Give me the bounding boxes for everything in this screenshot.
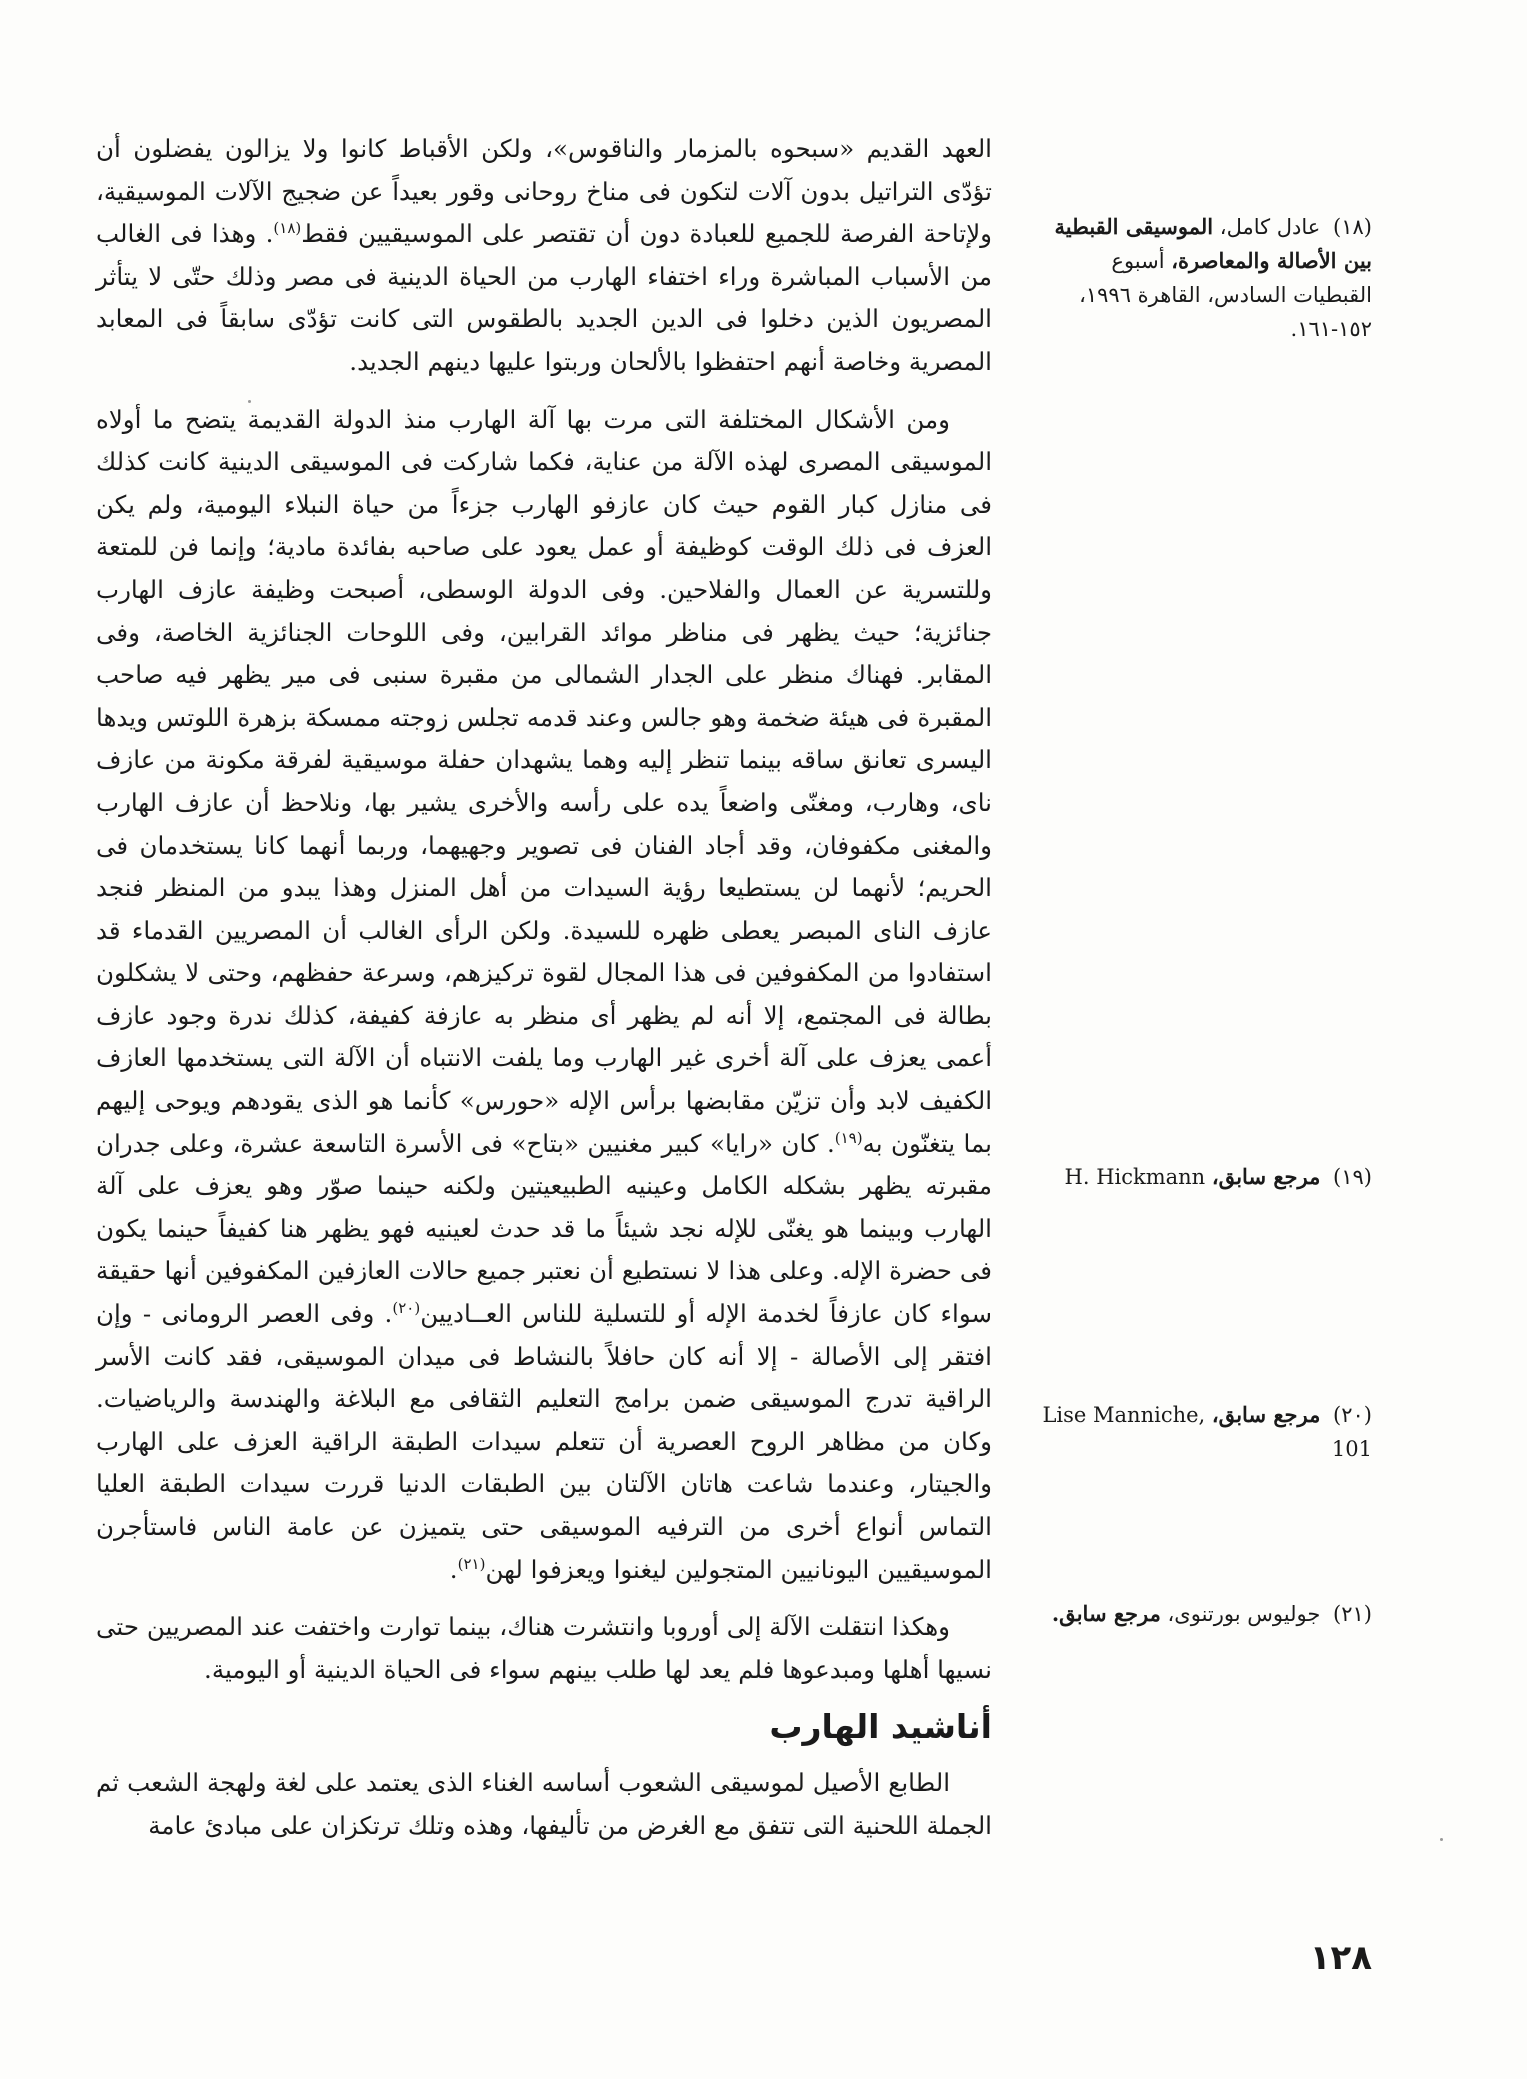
footnote-18: (١٨) عادل كامل، الموسيقى القبطية بين الأصالة والمعاصرة، أسبوع القبطيات السادس، القاهرة ١٩٩٦، ١٥٢-١٦١. xyxy=(1054,214,1372,341)
footnote-20: (٢٠) مرجع سابق، Lise Manniche, 101 xyxy=(1042,1402,1372,1461)
paragraph-2: ومن الأشكال المختلفة التى مرت بها آلة الهارب منذ الدولة القديمة يتضح ما أولاه الموسيقى المصرى لهذه الآلة من عناية، فكما شاركت فى الموسيقى الدينية كانت كذلك فى منازل كبار القوم حيث كان عازفو الهارب جزءاً من حياة النبلاء اليومية، ولم يكن العزف فى ذلك الوقت كوظيفة أو عمل يعود على صاحبه بفائدة مادية؛ وإنما فن للمتعة وللتسرية عن العمال والفلاحين. وفى الدولة الوسطى، أصبحت وظيفة عازف الهارب جنائزية؛ حيث يظهر فى مناظر موائد القرابين، وفى اللوحات الجنائزية الخاصة، وفى المقابر. فهناك منظر على الجدار الشمالى من مقبرة سنبى فى مير يظهر فيه صاحب المقبرة فى هيئة ضخمة وهو جالس وعند قدمه تجلس زوجته ممسكة بزهرة اللوتس ويدها اليسرى تعانق ساقه بينما تنظر إليه وهما يشهدان حفلة موسيقية لفرقة مكونة من عازف ناى، وهارب، ومغنّى واضعاً يده على رأسه والأخرى يشير بها، ونلاحظ أن عازف الهارب والمغنى مكفوفان، وقد أجاد الفنان فى تصوير وجهيهما، وربما أنهما كانا يستخدمان فى الحريم؛ لأنهما لن يستطيعا رؤية السيدات من أهل المنزل وهذا يبدو من المنظر فنجد عازف الناى المبصر يعطى ظهره للسيدة. ولكن الرأى الغالب أن المصريين القدماء قد استفادوا من المكفوفين فى هذا المجال لقوة تركيزهم، وسرعة حفظهم، وحتى لا يشكلون بطالة فى المجتمع، إلا أنه لم يظهر أى منظر به عازفة كفيفة، كذلك ندرة وجود عازف أعمى يعزف على آلة أخرى غير الهارب وما يلفت الانتباه أن الآلة التى يستخدمها العازف الكفيف لابد وأن تزيّن مقابضها برأس الإله «حورس» كأنما هو الذى يقودهم ويوحى إليهم بما يتغنّون به$^{(١٩)}$. كان «رايا» كبير مغنيين «بتاح» فى الأسرة التاسعة عشرة، وعلى جدران مقبرته يظهر بشكله الكامل وعينيه الطبيعيتين ولكنه حينما صوّر وهو يعزف على آلة الهارب وبينما هو يغنّى للإله نجد شيئاً ما قد حدث لعينيه فهو يظهر هنا كفيفاً حينما يكون فى حضرة الإله. وعلى هذا لا نستطيع أن نعتبر جميع حالات العازفين المكفوفين أنها حقيقة سواء كان عازفاً لخدمة الإله أو للتسلية للناس العــاديين$^{(٢٠)}$. وفى العصر الرومانى - وإن افتقر إلى الأصالة - إلا أنه كان حافلاً بالنشاط فى ميدان الموسيقى، فقد كانت الأسر الراقية تدرج الموسيقى ضمن برامج التعليم الثقافى مع البلاغة والهندسة والرياضيات. وكان من مظاهر الروح العصرية أن تتعلم سيدات الطبقة الراقية العزف على الهارب والجيتار، وعندما شاعت هاتان الآلتان بين الطبقات الدنيا قررت سيدات الطبقة العليا التماس أنواع أخرى من الترفيه الموسيقى حتى يتميزن عن عامة الناس فاستأجرن الموسيقيين اليونانيين المتجولين ليغنوا ويعزفوا لهن$^{(٢١)}$. xyxy=(96,404,993,1584)
footnote-19: (١٩) مرجع سابق، H. Hickmann xyxy=(1064,1164,1372,1189)
main-text-column xyxy=(96,128,992,1863)
paragraph-1: العهد القديم «سبحوه بالمزمار والناقوس»، ولكن الأقباط كانوا ولا يزالون يفضلون أن تؤدّى التراتيل بدون آلات لتكون فى مناخ روحانى وقور بعيداً عن ضجيج الآلات الموسيقية، ولإتاحة الفرصة للجميع للعبادة دون أن تقتصر على الموسيقيين فقط$^{(١٨)}$. وهذا فى الغالب من الأسباب المباشرة وراء اختفاء الهارب من الحياة الدينية فى مصر وذلك حتّى لا يتأثر المصريون الذين دخلوا فى الدين الجديد بالطقوس التى كانت تؤدّى سابقاً فى المعابد المصرية وخاصة أنهم احتفظوا بالألحان وربتوا عليها دينهم الجديد. xyxy=(96,134,993,376)
footnote-ref-21[interactable]: (٢١) xyxy=(457,1554,486,1573)
footnote-ref-18[interactable]: (١٨) xyxy=(273,219,302,238)
footnote-ref-19[interactable]: (١٩) xyxy=(834,1128,863,1147)
footnote-21: (٢١) جوليوس بورتنوى، مرجع سابق. xyxy=(1051,1601,1372,1626)
scan-speck xyxy=(248,400,251,403)
page-number: ١٢٨ xyxy=(1309,1938,1372,1978)
section-heading: أناشيد الهارب xyxy=(769,1707,992,1747)
paragraph-3: وهكذا انتقلت الآلة إلى أوروبا وانتشرت هناك، بينما توارت واختفت عند المصريين حتى نسيها أهلها ومبدعوها فلم يعد لها طلب بينهم سواء فى الحياة الدينية أو اليومية. xyxy=(96,1612,992,1684)
footnote-ref-20[interactable]: (٢٠) xyxy=(392,1298,421,1317)
scan-speck xyxy=(1440,1838,1443,1841)
paragraph-4: الطابع الأصيل لموسيقى الشعوب أساسه الغناء الذى يعتمد على لغة ولهجة الشعب ثم الجملة اللحنية التى تتفق مع الغرض من تأليفها، وهذه وتلك ترتكزان على مبادئ عامة xyxy=(96,1768,992,1840)
